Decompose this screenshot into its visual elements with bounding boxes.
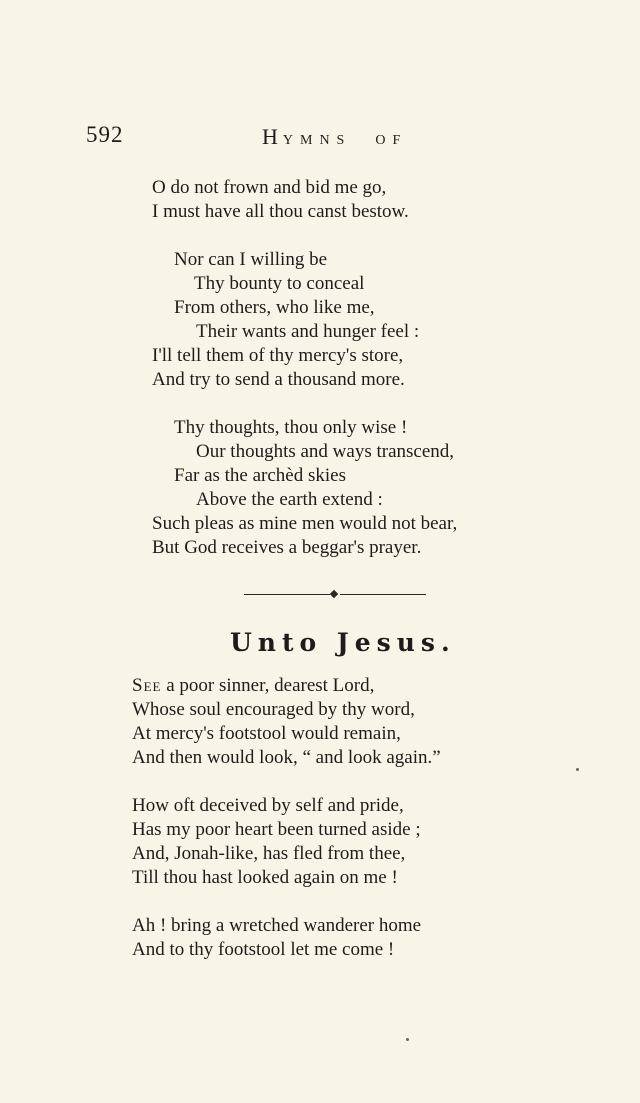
- divider-diamond-ornament: [330, 590, 338, 598]
- poem-line: I'll tell them of thy mercy's store,: [152, 345, 404, 366]
- hymn-title: Unto Jesus.: [230, 628, 456, 657]
- poem-line: Such pleas as mine men would not bear,: [152, 513, 458, 534]
- page-number: 592: [86, 122, 124, 147]
- poem-line: Thy bounty to conceal: [194, 273, 365, 294]
- poem-line: Ah ! bring a wretched wanderer home: [132, 915, 422, 936]
- poem-line: Their wants and hunger feel :: [196, 321, 420, 342]
- divider-rule-left: [244, 594, 330, 595]
- poem-line: Thy thoughts, thou only wise !: [174, 417, 408, 438]
- poem-line: At mercy's footstool would remain,: [132, 723, 401, 744]
- poem-line: Far as the archèd skies: [174, 465, 346, 486]
- running-head-word: YMNS: [282, 133, 352, 148]
- print-speck: [406, 1038, 409, 1041]
- poem-line: And, Jonah-like, has fled from thee,: [132, 843, 406, 864]
- poem-line: And try to send a thousand more.: [152, 369, 405, 390]
- poem-line: How oft deceived by self and pride,: [132, 795, 404, 816]
- poem-line: Till thou hast looked again on me !: [132, 867, 398, 888]
- poem-line: O do not frown and bid me go,: [152, 177, 387, 198]
- poem-line: Above the earth extend :: [196, 489, 383, 510]
- poem-line: Has my poor heart been turned aside ;: [132, 819, 421, 840]
- first-line-rest: a poor sinner, dearest Lord,: [161, 675, 375, 696]
- poem-line: And then would look, “ and look again.”: [132, 747, 441, 768]
- poem-line: Whose soul encouraged by thy word,: [132, 699, 415, 720]
- poem-line: From others, who like me,: [174, 297, 375, 318]
- poem-line: Our thoughts and ways transcend,: [196, 441, 455, 462]
- poem-line: I must have all thou canst bestow.: [152, 201, 409, 222]
- running-head-of: OF: [375, 133, 408, 148]
- poem-line: [132, 674, 374, 698]
- poem-line: Nor can I willing be: [174, 249, 328, 270]
- poem-line: And to thy footstool let me come !: [132, 939, 395, 960]
- running-head: [262, 124, 407, 150]
- first-word-smallcaps: See: [132, 675, 162, 696]
- section-divider: [244, 594, 426, 596]
- running-head-initial: H: [262, 124, 283, 149]
- divider-rule-right: [340, 594, 426, 595]
- poem-line: But God receives a beggar's prayer.: [152, 537, 422, 558]
- print-speck: [576, 768, 579, 771]
